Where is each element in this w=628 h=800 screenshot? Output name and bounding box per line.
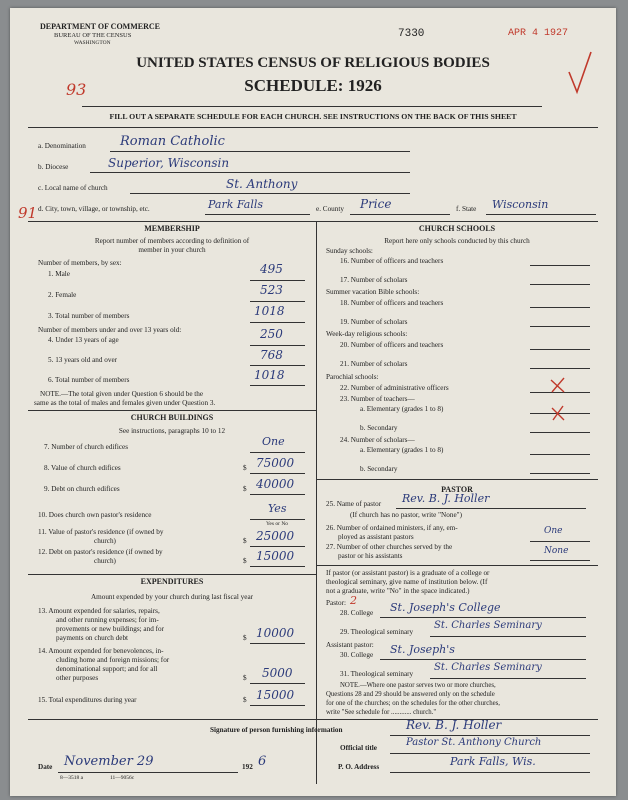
q16-label: 16. Number of officers and teachers bbox=[340, 257, 444, 265]
schedule-title: SCHEDULE: 1926 bbox=[244, 76, 382, 95]
q13-dollar: $ bbox=[243, 634, 247, 642]
q15-label: 15. Total expenditures during year bbox=[38, 696, 137, 704]
q12-value: 15000 bbox=[256, 549, 295, 563]
city-label: d. City, town, village, or township, etc. bbox=[38, 205, 150, 213]
q30-label: 30. College bbox=[340, 651, 374, 659]
q26-value: One bbox=[544, 526, 563, 536]
q28-label: 28. College bbox=[340, 609, 374, 617]
q11-label-2: church) bbox=[94, 537, 116, 545]
membership-intro-2: member in your church bbox=[138, 246, 206, 254]
q10-label: 10. Does church own pastor's residence bbox=[38, 511, 152, 519]
q13-value: 10000 bbox=[256, 626, 295, 640]
pastor-sub-label: Pastor: bbox=[326, 599, 346, 607]
q4-label: 4. Under 13 years of age bbox=[48, 336, 119, 344]
pastor-note-1: NOTE.—Where one pastor serves two or more churches, bbox=[340, 682, 496, 689]
church-name-label: c. Local name of church bbox=[38, 184, 108, 192]
q12-label-2: church) bbox=[94, 557, 116, 565]
pastor-mark: 2 bbox=[350, 594, 357, 607]
q25-value: Rev. B. J. Holler bbox=[402, 492, 490, 505]
received-stamp: APR 4 1927 bbox=[508, 28, 569, 39]
q6-value: 1018 bbox=[254, 368, 285, 382]
church-name-value: St. Anthony bbox=[226, 177, 298, 191]
membership-title: MEMBERSHIP bbox=[144, 224, 200, 233]
diocese-label: b. Diocese bbox=[38, 163, 69, 171]
county-value: Price bbox=[360, 197, 392, 211]
q5-label: 5. 13 years old and over bbox=[48, 356, 118, 364]
date-value: November 29 bbox=[64, 754, 154, 769]
q15-dollar: $ bbox=[243, 696, 247, 704]
q13-line-3: provements or new buildings; and for bbox=[56, 625, 164, 633]
q24a-label: a. Elementary (grades 1 to 8) bbox=[360, 446, 444, 454]
address-label: P. O. Address bbox=[338, 763, 380, 771]
county-label: e. County bbox=[316, 205, 344, 213]
q30-value: St. Joseph's bbox=[390, 643, 455, 656]
address-value: Park Falls, Wis. bbox=[450, 755, 536, 768]
q14-line-1: 14. Amount expended for benevolences, in- bbox=[38, 647, 164, 655]
education-note-3: not a graduate, write "No" in the space indicated.) bbox=[326, 587, 470, 595]
q13-line-4: payments on church debt bbox=[56, 634, 129, 642]
q19-label: 19. Number of scholars bbox=[340, 318, 408, 326]
q17-label: 17. Number of scholars bbox=[340, 276, 408, 284]
margin-note-left: 91 bbox=[18, 204, 38, 222]
q9-label: 9. Debt on church edifices bbox=[44, 485, 120, 493]
sunday-label: Sunday schools: bbox=[326, 247, 373, 255]
state-value: Wisconsin bbox=[492, 198, 549, 211]
q14-line-2: cluding home and foreign missions; for bbox=[56, 656, 170, 664]
washington-label: WASHINGTON bbox=[74, 40, 111, 46]
department-label: DEPARTMENT OF COMMERCE bbox=[40, 22, 161, 31]
q26-line-2: ployed as assistant pastors bbox=[338, 533, 414, 541]
q24-label: 24. Number of scholars— bbox=[340, 436, 415, 444]
q8-dollar: $ bbox=[243, 464, 247, 472]
q14-dollar: $ bbox=[243, 674, 247, 682]
schools-title: CHURCH SCHOOLS bbox=[418, 224, 496, 233]
schools-intro: Report here only schools conducted by this church bbox=[384, 237, 530, 245]
education-note-2: theological seminary, give name of institution below. (If bbox=[326, 578, 488, 586]
form-title: UNITED STATES CENSUS OF RELIGIOUS BODIES bbox=[136, 55, 490, 71]
q21-label: 21. Number of scholars bbox=[340, 360, 408, 368]
signature-label: Signature of person furnishing information bbox=[210, 726, 343, 734]
yes-no-caption: Yes or No bbox=[266, 521, 289, 527]
q23b-label: b. Secondary bbox=[360, 424, 398, 432]
q26-line-1: 26. Number of ordained ministers, if any, em- bbox=[326, 524, 458, 532]
form-code-2: 11—9056c bbox=[110, 775, 135, 781]
diocese-value: Superior, Wisconsin bbox=[108, 156, 230, 170]
official-title-label: Official title bbox=[340, 744, 377, 752]
form-number: 7330 bbox=[398, 28, 425, 40]
q22-label: 22. Number of administrative officers bbox=[340, 384, 449, 392]
q3-label: 3. Total number of members bbox=[48, 312, 130, 320]
pastor-note-2: Questions 28 and 29 should be answered only on the schedule bbox=[326, 691, 495, 698]
bureau-label: BUREAU OF THE CENSUS bbox=[54, 32, 132, 39]
weekday-label: Week-day religious schools: bbox=[326, 330, 408, 338]
q29-value: St. Charles Seminary bbox=[434, 620, 542, 631]
q1-value: 495 bbox=[260, 262, 283, 276]
by-sex-label: Number of members, by sex: bbox=[38, 259, 122, 267]
q12-dollar: $ bbox=[243, 557, 247, 565]
q29-label: 29. Theological seminary bbox=[340, 628, 414, 636]
q23-label: 23. Number of teachers— bbox=[340, 395, 415, 403]
q7-value: One bbox=[262, 435, 285, 448]
form-code-1: 8—3518 a bbox=[60, 775, 84, 781]
pastor-note-3: for one of the churches; on the schedules for the other churches, bbox=[326, 700, 501, 707]
expenditures-sub: Amount expended by your church during last fiscal year bbox=[90, 593, 254, 601]
q12-label-1: 12. Debt on pastor's residence (if owned by bbox=[38, 548, 163, 556]
q11-value: 25000 bbox=[256, 529, 295, 543]
q1-label: 1. Male bbox=[48, 270, 70, 278]
census-schedule-sheet bbox=[10, 8, 616, 796]
q14-line-4: other purposes bbox=[56, 674, 99, 682]
margin-note-top: 93 bbox=[66, 80, 87, 99]
q9-dollar: $ bbox=[243, 485, 247, 493]
official-title-value: Pastor St. Anthony Church bbox=[406, 737, 542, 748]
city-value: Park Falls bbox=[208, 198, 264, 211]
q11-dollar: $ bbox=[243, 537, 247, 545]
denomination-value: Roman Catholic bbox=[120, 134, 225, 149]
q23a-label: a. Elementary (grades 1 to 8) bbox=[360, 405, 444, 413]
buildings-title: CHURCH BUILDINGS bbox=[130, 413, 214, 422]
q10-value: Yes bbox=[268, 502, 287, 515]
education-note-1: If pastor (or assistant pastor) is a graduate of a college or bbox=[326, 569, 490, 577]
membership-note-2: same as the total of males and females given under Question 3. bbox=[34, 399, 216, 407]
q8-label: 8. Value of church edifices bbox=[44, 464, 121, 472]
q11-label-1: 11. Value of pastor's residence (if owned by bbox=[38, 528, 164, 536]
red-cross-mark-icon bbox=[548, 374, 568, 424]
pastor-title: PASTOR bbox=[441, 485, 473, 494]
q24b-label: b. Secondary bbox=[360, 465, 398, 473]
q4-value: 250 bbox=[260, 327, 283, 341]
q31-label: 31. Theological seminary bbox=[340, 670, 414, 678]
q27-line-2: pastor or his assistants bbox=[338, 552, 403, 560]
q18-label: 18. Number of officers and teachers bbox=[340, 299, 444, 307]
membership-intro-1: Report number of members according to definition of bbox=[94, 237, 250, 245]
q27-value: None bbox=[544, 546, 569, 556]
denomination-label: a. Denomination bbox=[38, 142, 86, 150]
q2-value: 523 bbox=[260, 283, 283, 297]
q14-value: 5000 bbox=[262, 666, 293, 680]
q28-value: St. Joseph's College bbox=[390, 601, 501, 614]
expenditures-title: EXPENDITURES bbox=[140, 577, 204, 586]
state-label: f. State bbox=[456, 205, 477, 213]
date-label: Date bbox=[38, 763, 53, 771]
pastor-note-4: write "See schedule for ............ church." bbox=[326, 709, 437, 716]
q5-value: 768 bbox=[260, 348, 283, 362]
year-prefix: 192 bbox=[242, 763, 253, 771]
q7-label: 7. Number of church edifices bbox=[44, 443, 129, 451]
year-suffix: 6 bbox=[258, 754, 267, 769]
q15-value: 15000 bbox=[256, 688, 295, 702]
q2-label: 2. Female bbox=[48, 291, 77, 299]
q6-label: 6. Total number of members bbox=[48, 376, 130, 384]
q25-note: (If church has no pastor, write "None") bbox=[350, 511, 462, 519]
parochial-label: Parochial schools: bbox=[326, 373, 379, 381]
q9-value: 40000 bbox=[256, 477, 295, 491]
q27-line-1: 27. Number of other churches served by the bbox=[326, 543, 453, 551]
q20-label: 20. Number of officers and teachers bbox=[340, 341, 444, 349]
q13-line-1: 13. Amount expended for salaries, repairs, bbox=[38, 607, 160, 615]
q13-line-2: and other running expenses; for im- bbox=[56, 616, 159, 624]
assistant-pastor-label: Assistant pastor: bbox=[326, 641, 374, 649]
q14-line-3: denominational support; and for all bbox=[56, 665, 158, 673]
q31-value: St. Charles Seminary bbox=[434, 662, 542, 673]
q25-label: 25. Name of pastor bbox=[326, 500, 382, 508]
under-over-label: Number of members under and over 13 years old: bbox=[38, 326, 182, 334]
q3-value: 1018 bbox=[254, 304, 285, 318]
summer-label: Summer vacation Bible schools: bbox=[326, 288, 420, 296]
membership-note-1: NOTE.—The total given under Question 6 should be the bbox=[40, 390, 204, 398]
q8-value: 75000 bbox=[256, 456, 295, 470]
signature-value: Rev. B. J. Holler bbox=[406, 718, 502, 732]
buildings-sub: See instructions, paragraphs 10 to 12 bbox=[118, 427, 226, 435]
instruction-banner: FILL OUT A SEPARATE SCHEDULE FOR EACH CHURCH. SEE INSTRUCTIONS ON THE BACK OF THIS SHEET bbox=[109, 112, 517, 121]
